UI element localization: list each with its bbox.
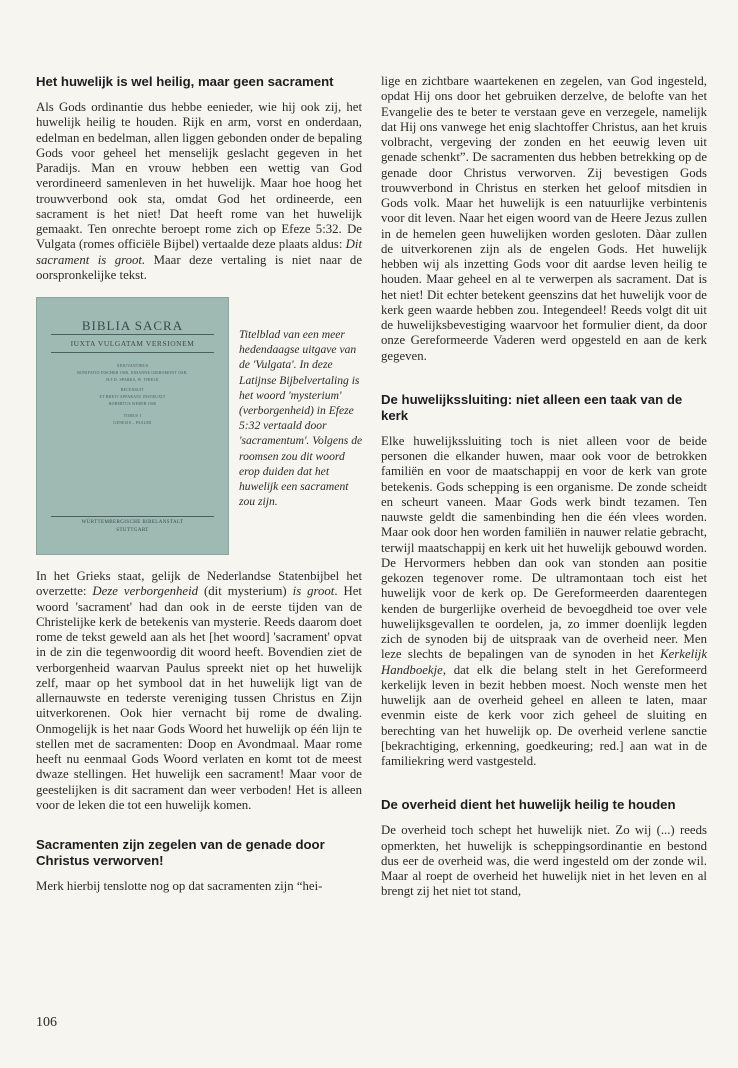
text-run: . Het woord 'sacrament' had dan ook in de eerste tijden van de Christelijke kerk de betekenis van mysterie. Reeds daarom doet rome de tekst geweld aan als het [het woord] 'sacrament' opvat in de zin die tegenwoordig dit woord heeft. Bovendien ziet de verborgenheid waarvan Paulus spreekt niet op het huwelijk zelf, maar op het symbool dat in het huwelijk ligt van de allernauwste en tederste vereniging tussen Christus en Zijn uitverkorenen. Ook hier vernacht bij rome de dwaling. Onmogelijk is het naar Gods Woord het huwelijk op één lijn te stellen met de sacramenten: Doop en Avondmaal. Maar rome heeft nu eenmaal Gods Woord verlaten en komt tot de meest dwaze stellingen. Het huwelijk een sacrament! Maar voor de geestelijken is dit sacrament dan weer verboden! Het is alleen voor de leken die tot een huwelijk komen. bbox=[36, 584, 362, 812]
figure-caption: Titelblad van een meer hedendaagse uitgave van de 'Vulgata'. In deze Latijnse Bijbelvertaling is het woord 'mysterium' (verborgenheid) in Efeze 5:32 vertaald door 'sacramentum'. Volgens de roomsen zou dit woord erop duiden dat het huwelijk een sacrament zou zijn. bbox=[239, 328, 363, 509]
left-column bbox=[36, 74, 362, 894]
book-line: ET BREVI APPARATU INSTRUXIT bbox=[99, 395, 166, 399]
paragraph-merk-hierbij: Merk hierbij tenslotte nog op dat sacramenten zijn “hei- bbox=[36, 879, 323, 893]
paragraph-grieks bbox=[36, 569, 362, 813]
section-heading-sacramenten: Sacramenten zijn zegelen van de genade door Christus verworven! bbox=[36, 837, 325, 868]
section-heading-huwelijkssluiting: De huwelijkssluiting: niet alleen een taak van de kerk bbox=[381, 391, 683, 423]
book-rule bbox=[51, 352, 214, 353]
italic-title: Kerkelijk Handboekje bbox=[381, 647, 707, 677]
book-line: ADIUVANTIBUS bbox=[116, 364, 149, 368]
book-title: BIBLIA SACRA bbox=[81, 318, 184, 333]
book-line: TOMUS I bbox=[123, 414, 142, 418]
section-heading-huwelijk-heilig: Het huwelijk is wel heilig, maar geen sacrament bbox=[36, 74, 334, 89]
page-number: 106 bbox=[36, 1015, 57, 1030]
paragraph-zichtbare-waartekenen: lige en zichtbare waartekenen en zegelen, van God ingesteld, opdat Hij ons door het gebruiken derzelve, de belofte van het Evangelie des te beter te verstaan geve en verzegele, namelijk dat Hij ons vanwege het enig slachtoffer Christus, aan het kruis volbracht, vergeving der zonden en het eeuwig leven uit genade schenkt”. De sacramenten dus hebben betrekking op de genade door Christus verworven. Zij bevestigen Gods trouwverbond in Christus en sterken het geloof mitsdien in Gods volk. Maar het huwelijk is een natuurlijke verbintenis voor dit leven. Naar het eigen woord van de Heere Jezus zullen in de hemelen geen huwelijken worden gesloten. Dàar zullen de uitverkorenen zijn als de engelen Gods. Het huwelijk hebben wij als inzetting Gods voor dit aardse leven heilig te houden. Maar geheel en al te verwerpen als sacrament. Dat is het niet! Dit echter betekent geenszins dat het huwelijk voor de kerk geen waarde hebben zou. Integendeel! Reeds volgt dit uit de huwelijksbevestiging waarvoor het formulier dient, da door onze Gereformeerde Vaderen werd opgesteld en aan de kerk gegeven. bbox=[381, 74, 707, 363]
text-run: , dat elk die belang stelt in het Gereformeerd kerkelijk leven in bezit hebben moest. Noch wenste men het huwelijk aan de overheid geheel en alleen te laten, maar evenmin eiste de kerk voor zich geheel de sluiting en berechting van het huwelijk op. De overheid verlene sanctie [bekrachtiging, erkenning, goedkeuring; red.] aan wat in de familiekring werd vastgesteld. bbox=[381, 662, 707, 768]
text-run: In het Grieks staat, gelijk de Nederlandse Statenbijbel het overzette: bbox=[36, 569, 362, 599]
spacer bbox=[36, 813, 362, 837]
book-publisher: WÜRTTEMBERGISCHE BIBELANSTALT bbox=[81, 520, 184, 525]
text-run: Maar deze vertaling is niet naar de oorspronkelijke tekst. bbox=[36, 252, 363, 282]
paragraph-elke-huwelijkssluiting bbox=[381, 434, 707, 770]
book-line: RECENSUIT bbox=[120, 388, 145, 392]
section-heading-overheid: De overheid dient het huwelijk heilig te houden bbox=[381, 797, 676, 813]
book-line: H.F.D. SPARKS, W. THIELE bbox=[106, 378, 159, 382]
text-run: (dit mysterium) bbox=[198, 584, 293, 599]
text-run: Elke huwelijkssluiting toch is niet alleen voor de beide personen die elkander huwen, maar ook voor de betrokken familiën en voor de maatschappij en voor de kerk van grote betekenis. Gods schepping is een organisme. De zonde scheidt en scheurt vaneen. Maar Gods werk bindt tezamen. Ten nauwste geldt die samenbinding hen die één vlees worden. Maar ook door hen worden familiën in nauwer relatie gebracht, terwijl maatschappij en kerk uit het huwelijk gebouwd worden. De Hervormers hebben dan ook van stonden aan positie gekozen tegenover rome. De ultramontaan toch eist het huwelijk voor de kerk op. De Gereformeerden daarentegen kenden de burgerlijke overheid de bevoegdheid toe over vele huwelijksgevallen te oordelen, ja, zo immer doenlijk legden zich de synoden bij de uitspraak van de overheid neer. Men leze slechts de bepalingen van de synoden in het bbox=[381, 433, 707, 662]
book-rule bbox=[51, 334, 214, 335]
book-city: STUTTGART bbox=[116, 528, 149, 533]
paragraph-ordinantie bbox=[36, 100, 362, 283]
spacer bbox=[381, 364, 707, 392]
italic-quote: Dit sacrament is groot. bbox=[36, 237, 362, 267]
paragraph-overheid-schept: De overheid toch schept het huwelijk niet. Zo wij (...) reeds opmerkten, het huwelijk is scheppingsordinantie en bestond dus eer de overheid was, die werd ingesteld om der zonde wil. Maar al roept de overheid het huwelijk niet in het leven en al brengt zij het niet tot stand, bbox=[381, 823, 707, 899]
book-rule bbox=[51, 516, 214, 517]
book-line: GENESIS – PSALMI bbox=[113, 421, 152, 425]
book-line: BONIFATIO FISCHER OSB, IOHANNE GRIBOMONT OSB, bbox=[77, 371, 188, 375]
book-line: ROBERTUS WEBER OSB bbox=[108, 402, 157, 406]
book-subtitle: IUXTA VULGATAM VERSIONEM bbox=[70, 339, 195, 348]
text-run: Als Gods ordinantie dus hebbe eenieder, wie hij ook zij, het huwelijk heilig te houden. Rijk en arm, vorst en onderdaan, edelman en bedelman, allen liggen gebonden onder de bepaling Gods voor geheel het menselijk geslacht gegeven in het Paradijs. Man en vrouw hebben een wettig van God verordineerd samenleven in het huwelijk. Maar hoe hoog het trouwverbond ook sta, omdat God het ordineerde, een sacrament is het niet! Dat heeft rome van het huwelijk gemaakt. Ten onrechte beroept rome zich op Efeze 5:32. De Vulgata (romes officiële Bijbel) vertaalde deze plaats aldus: bbox=[36, 100, 362, 252]
italic-quote: Deze verborgenheid bbox=[92, 584, 199, 599]
figure-vulgata bbox=[36, 297, 362, 555]
italic-quote: is groot bbox=[292, 584, 335, 599]
vulgata-title-page-image bbox=[36, 297, 229, 555]
spacer bbox=[381, 769, 707, 797]
right-column bbox=[381, 74, 707, 900]
